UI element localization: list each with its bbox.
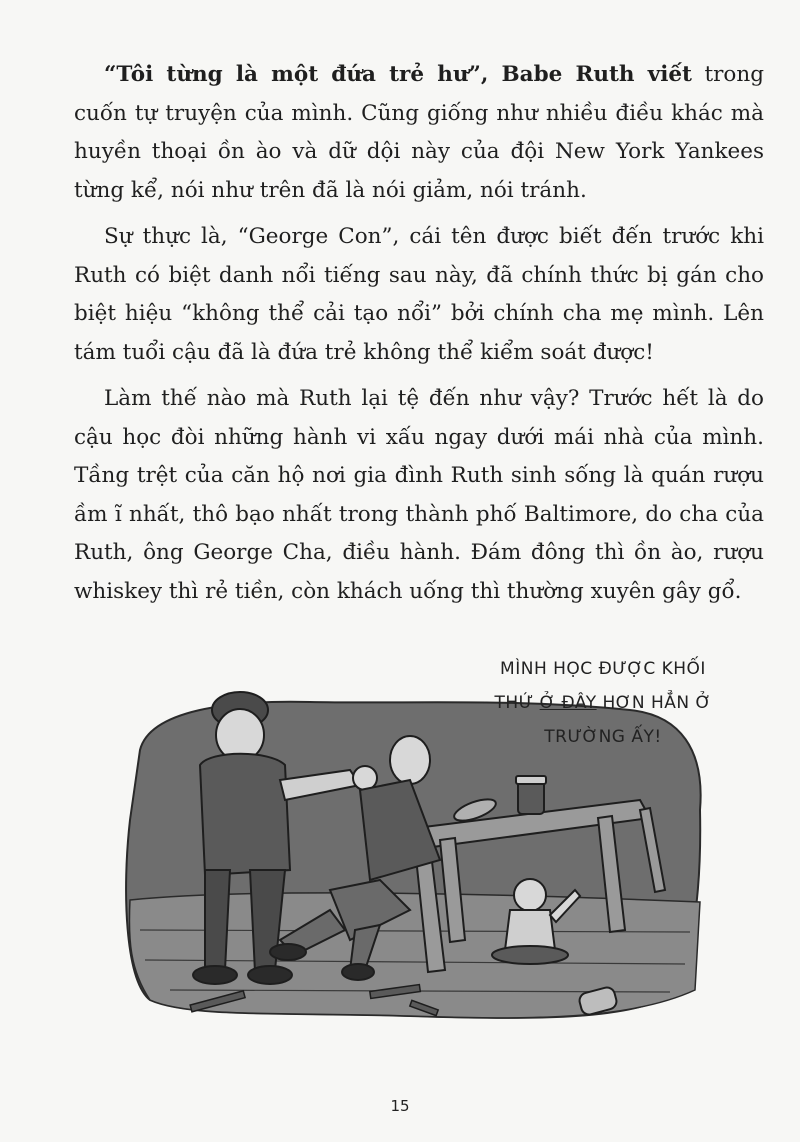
page-number: 15 bbox=[390, 1097, 410, 1115]
paragraph-1-bold-lead: “Tôi từng là một đứa trẻ hư”, Babe Ruth viết bbox=[104, 62, 692, 87]
paragraph-2: Sự thực là, “George Con”, cái tên được biết đến trước khi Ruth có biệt danh nổi tiếng sau này, đã chính thức bị gán cho biệt hiệu “không thể cải tạo nổi” bởi chính cha mẹ mình. Lên tám tuổi cậu đã là đứa trẻ không thể kiểm soát được! bbox=[74, 224, 764, 365]
paragraph-3: Làm thế nào mà Ruth lại tệ đến như vậy? Trước hết là do cậu học đòi những hành vi xấu ngay dưới mái nhà của mình. Tầng trệt của căn hộ nơi gia đình Ruth sinh sống là quán rượu ầm ĩ nhất, thô bạo nhất trong thành phố Baltimore, do cha của Ruth, ông George Cha, điều hành. Đám đông thì ồn ào, rượu whiskey thì rẻ tiền, còn khách uống thì thường xuyên gây gổ. bbox=[74, 386, 764, 604]
speech-line-1: MÌNH HỌC ĐƯỢC KHỐI bbox=[500, 659, 706, 679]
speech-line-2-a: THỨ bbox=[494, 693, 540, 713]
body-text bbox=[74, 56, 764, 619]
speech-bubble bbox=[488, 652, 718, 754]
speech-line-2-b: HƠN HẲN Ở bbox=[596, 693, 712, 713]
whiskey-jar bbox=[516, 776, 546, 814]
paragraph-1 bbox=[74, 56, 764, 210]
speech-line-3: TRƯỜNG ẤY! bbox=[544, 727, 662, 747]
paragraph-1-text: trong cuốn tự truyện của mình. Cũng giống như nhiều điều khác mà huyền thoại ồn ào và dữ dội này của đội New York Yankees từng kể, nói như trên đã là nói giảm, nói tránh. bbox=[74, 62, 764, 203]
speech-line-2-underlined: Ở ĐÂY bbox=[539, 693, 597, 713]
speech-line-2 bbox=[488, 686, 718, 720]
